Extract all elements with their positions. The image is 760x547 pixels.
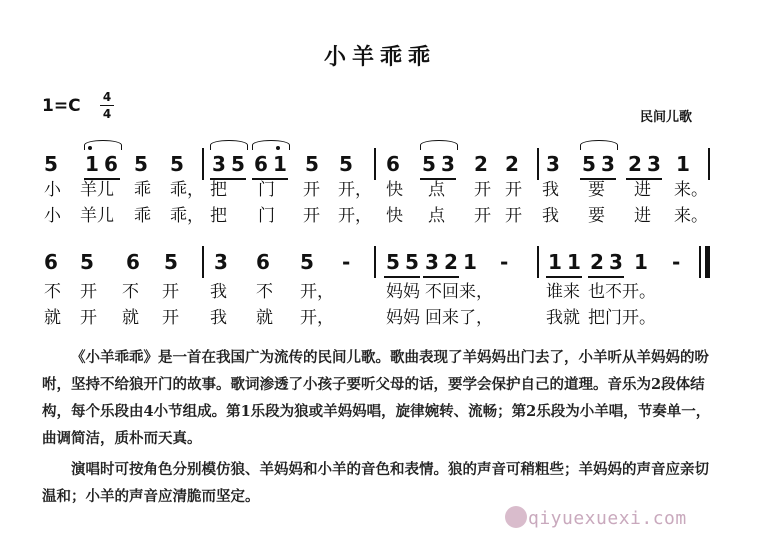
barline xyxy=(708,148,710,180)
time-signature xyxy=(100,90,114,121)
note: 2 xyxy=(505,152,519,176)
note: 5 xyxy=(305,152,319,176)
note: 6 xyxy=(44,250,58,274)
lyric: 开 xyxy=(505,206,522,226)
beam xyxy=(546,276,582,278)
note: 5 xyxy=(164,250,178,274)
note: 5 xyxy=(170,152,184,176)
lyric: 羊儿 xyxy=(80,180,114,200)
lyric: 开， xyxy=(300,282,334,302)
key-signature: 1=C xyxy=(42,96,81,116)
description-paragraph-2: 演唱时可按角色分别模仿狼、羊妈妈和小羊的音色和表情。狼的声音可稍粗些；羊妈妈的声音应亲切温和；小羊的声音应清脆而坚定。 xyxy=(42,461,709,505)
lyric: 乖 xyxy=(134,180,151,200)
note: - xyxy=(342,250,351,274)
note: 5 xyxy=(80,250,94,274)
note: 6 xyxy=(126,250,140,274)
score-line-1-lyrics-verse-2 xyxy=(0,204,760,228)
note: 1 xyxy=(273,152,287,176)
note: 2 xyxy=(628,152,642,176)
note: 6 xyxy=(256,250,270,274)
lyric: 开 xyxy=(162,282,179,302)
watermark: qiyuexuexi.com xyxy=(528,508,687,529)
note: 3 xyxy=(212,152,226,176)
lyric: 快 xyxy=(386,180,403,200)
slur xyxy=(84,140,122,150)
lyric: 我就 xyxy=(546,308,580,328)
lyric: 开 xyxy=(505,180,522,200)
meter-bottom: 4 xyxy=(102,107,112,121)
lyric: 要 xyxy=(588,180,605,200)
meter-top: 4 xyxy=(102,90,112,104)
note: 5 xyxy=(422,152,436,176)
score-line-2-lyrics-verse-1 xyxy=(0,280,760,304)
description xyxy=(42,344,718,510)
note: 6 xyxy=(254,152,268,176)
score-line-1-notes xyxy=(0,150,760,178)
meter-rule xyxy=(100,105,114,106)
lyric: 开， xyxy=(338,180,372,200)
lyric: 羊儿 xyxy=(80,206,114,226)
lyric: 门 xyxy=(258,206,275,226)
slur xyxy=(252,140,290,150)
lyric: 就 xyxy=(256,308,273,328)
note: 5 xyxy=(44,152,58,176)
lyric: 我 xyxy=(542,180,559,200)
note: 3 xyxy=(214,250,228,274)
note: 2 xyxy=(474,152,488,176)
lyric: 进 xyxy=(634,206,651,226)
note: 5 xyxy=(231,152,245,176)
lyric: 谁来 xyxy=(546,282,580,302)
note: 5 xyxy=(339,152,353,176)
note: 5 xyxy=(134,152,148,176)
lyric: 我 xyxy=(210,308,227,328)
note: 5 xyxy=(582,152,596,176)
description-paragraph-1: 《小羊乖乖》是一首在我国广为流传的民间儿歌。歌曲表现了羊妈妈出门去了，小羊听从羊妈妈的吩咐，坚持不给狼开门的故事。歌词渗透了小孩子要听父母的话，要学会保护自己的道理。音乐为2段体结构，每个乐段由4小节组成。第1乐段为狼或羊妈妈唱，旋律婉转、流畅；第2乐段为小羊唱，节奏单一，曲调简洁，质朴而天真。 xyxy=(42,349,711,447)
slur xyxy=(210,140,248,150)
note: 3 xyxy=(441,152,455,176)
barline xyxy=(537,148,539,180)
lyric: 不回来， xyxy=(425,282,493,302)
beam xyxy=(588,276,624,278)
lyric: 就 xyxy=(44,308,61,328)
lyric: 小 xyxy=(44,180,61,200)
lyric: 乖， xyxy=(170,206,204,226)
slur xyxy=(580,140,618,150)
lyric: 开 xyxy=(80,282,97,302)
note: 3 xyxy=(609,250,623,274)
note: 1 xyxy=(676,152,690,176)
note: 1 xyxy=(85,152,99,176)
barline xyxy=(202,148,204,180)
note: 6 xyxy=(386,152,400,176)
lyric: 开 xyxy=(474,180,491,200)
barline xyxy=(699,246,701,278)
lyric: 门 xyxy=(258,180,275,200)
note: 1 xyxy=(463,250,477,274)
final-barline xyxy=(705,246,710,278)
lyric: 也不开。 xyxy=(588,282,656,302)
lyric: 开， xyxy=(300,308,334,328)
lyric: 我 xyxy=(210,282,227,302)
lyric: 回来了， xyxy=(425,308,493,328)
note: 5 xyxy=(405,250,419,274)
note: 2 xyxy=(590,250,604,274)
song-title: 小羊乖乖 xyxy=(323,45,436,70)
lyric: 开 xyxy=(162,308,179,328)
genre-label: 民间儿歌 xyxy=(640,110,693,125)
slur xyxy=(420,140,458,150)
lyric: 不 xyxy=(256,282,273,302)
note: 3 xyxy=(647,152,661,176)
note: 6 xyxy=(104,152,118,176)
lyric: 开 xyxy=(474,206,491,226)
note: 5 xyxy=(300,250,314,274)
barline xyxy=(537,246,539,278)
lyric: 我 xyxy=(542,206,559,226)
lyric: 快 xyxy=(386,206,403,226)
barline xyxy=(374,246,376,278)
lyric: 把门开。 xyxy=(588,308,656,328)
lyric: 点 xyxy=(428,180,445,200)
note: 1 xyxy=(548,250,562,274)
lyric: 乖 xyxy=(134,206,151,226)
lyric: 来。 xyxy=(674,206,708,226)
lyric: 开， xyxy=(338,206,372,226)
lyric: 来。 xyxy=(674,180,708,200)
score-line-2-lyrics-verse-2 xyxy=(0,306,760,330)
note: 5 xyxy=(386,250,400,274)
lyric: 点 xyxy=(428,206,445,226)
note: - xyxy=(672,250,681,274)
note: 3 xyxy=(601,152,615,176)
lyric: 把 xyxy=(210,206,227,226)
watermark-logo-icon xyxy=(505,506,527,528)
lyric: 小 xyxy=(44,206,61,226)
note: 3 xyxy=(546,152,560,176)
note: - xyxy=(500,250,509,274)
note: 3 xyxy=(425,250,439,274)
score-line-1-lyrics-verse-1 xyxy=(0,178,760,202)
beam xyxy=(423,276,459,278)
lyric: 不 xyxy=(44,282,61,302)
barline xyxy=(202,246,204,278)
lyric: 开 xyxy=(80,308,97,328)
beam xyxy=(384,276,420,278)
lyric: 妈妈 xyxy=(386,282,420,302)
note: 1 xyxy=(567,250,581,274)
lyric: 进 xyxy=(634,180,651,200)
lyric: 开 xyxy=(303,180,320,200)
lyric: 乖， xyxy=(170,180,204,200)
score-line-2-notes xyxy=(0,248,760,276)
lyric: 要 xyxy=(588,206,605,226)
lyric: 开 xyxy=(303,206,320,226)
barline xyxy=(374,148,376,180)
lyric: 把 xyxy=(210,180,227,200)
note: 1 xyxy=(634,250,648,274)
note: 2 xyxy=(444,250,458,274)
lyric: 不 xyxy=(122,282,139,302)
lyric: 就 xyxy=(122,308,139,328)
lyric: 妈妈 xyxy=(386,308,420,328)
